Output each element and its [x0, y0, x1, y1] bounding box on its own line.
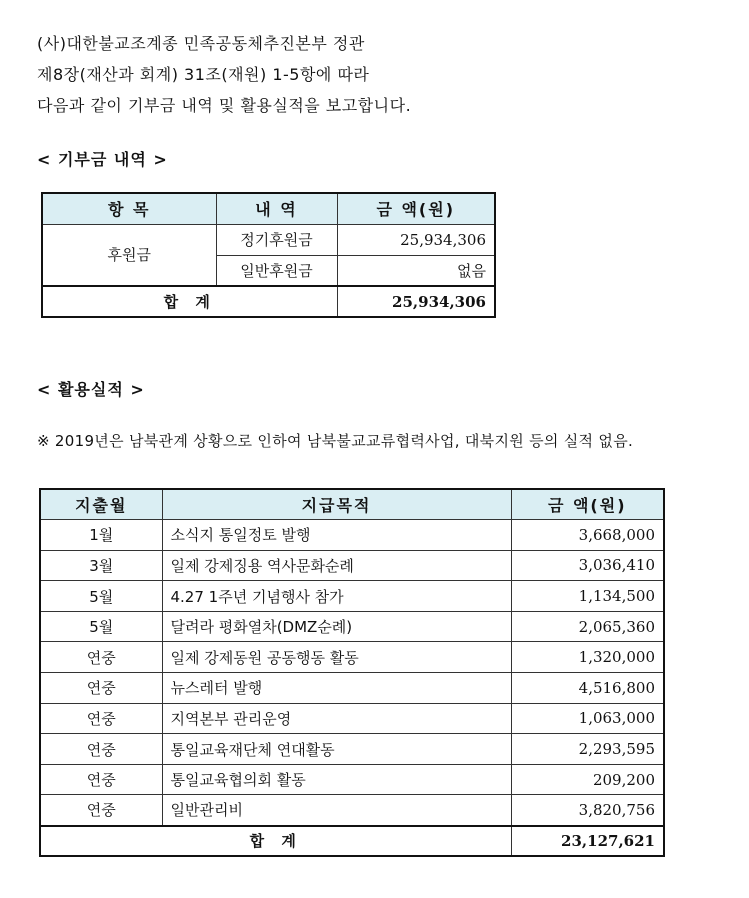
purpose-cell: 달려라 평화열차(DMZ순례)	[162, 611, 511, 642]
header-month: 지출월	[40, 489, 162, 520]
purpose-cell: 일제 강제동원 공동행동 활동	[162, 642, 511, 673]
table-header-row	[42, 193, 495, 224]
detail-cell: 일반후원금	[216, 255, 337, 286]
amount-cell: 2,065,360	[511, 611, 664, 642]
total-label: 합 계	[42, 286, 337, 317]
table-row	[40, 795, 664, 826]
amount-cell: 3,820,756	[511, 795, 664, 826]
intro-paragraph	[37, 28, 411, 121]
amount-cell: 3,668,000	[511, 520, 664, 551]
month-cell: 5월	[40, 611, 162, 642]
header-item: 항 목	[42, 193, 216, 224]
table-row	[40, 642, 664, 673]
total-amount: 23,127,621	[511, 826, 664, 857]
purpose-cell: 일제 강제징용 역사문화순례	[162, 550, 511, 581]
usage-note: ※ 2019년은 남북관계 상황으로 인하여 남북불교교류협력사업, 대북지원 등의 실적 없음.	[37, 432, 634, 450]
table-row	[40, 611, 664, 642]
amount-cell: 4,516,800	[511, 673, 664, 704]
donation-heading: < 기부금 내역 >	[37, 150, 168, 169]
amount-cell: 없음	[337, 255, 495, 286]
category-cell: 후원금	[42, 224, 216, 286]
intro-line: (사)대한불교조계종 민족공동체추진본부 정관	[37, 34, 365, 53]
table-header-row	[40, 489, 664, 520]
purpose-cell: 4.27 1주년 기념행사 참가	[162, 581, 511, 612]
donation-table	[41, 192, 496, 318]
month-cell: 5월	[40, 581, 162, 612]
intro-line: 다음과 같이 기부금 내역 및 활용실적을 보고합니다.	[37, 96, 412, 115]
table-row	[40, 581, 664, 612]
purpose-cell: 뉴스레터 발행	[162, 673, 511, 704]
month-cell: 1월	[40, 520, 162, 551]
total-row	[40, 826, 664, 857]
usage-heading: < 활용실적 >	[37, 380, 145, 399]
usage-table	[39, 488, 665, 857]
table-row	[40, 673, 664, 704]
usage-table-body	[40, 520, 664, 826]
purpose-cell: 통일교육재단체 연대활동	[162, 734, 511, 765]
total-row	[42, 286, 495, 317]
table-row	[40, 734, 664, 765]
purpose-cell: 일반관리비	[162, 795, 511, 826]
amount-cell: 1,134,500	[511, 581, 664, 612]
month-cell: 연중	[40, 642, 162, 673]
amount-cell: 209,200	[511, 764, 664, 795]
header-detail: 내 역	[216, 193, 337, 224]
table-row	[40, 764, 664, 795]
header-amount: 금 액(원)	[511, 489, 664, 520]
month-cell: 3월	[40, 550, 162, 581]
purpose-cell: 소식지 통일정토 발행	[162, 520, 511, 551]
month-cell: 연중	[40, 734, 162, 765]
amount-cell: 2,293,595	[511, 734, 664, 765]
month-cell: 연중	[40, 795, 162, 826]
intro-line: 제8장(재산과 회계) 31조(재원) 1-5항에 따라	[37, 65, 370, 84]
table-row	[42, 224, 495, 255]
table-row	[40, 550, 664, 581]
amount-cell: 25,934,306	[337, 224, 495, 255]
table-row	[40, 703, 664, 734]
month-cell: 연중	[40, 673, 162, 704]
amount-cell: 3,036,410	[511, 550, 664, 581]
purpose-cell: 통일교육협의회 활동	[162, 764, 511, 795]
table-row	[40, 520, 664, 551]
month-cell: 연중	[40, 703, 162, 734]
total-label: 합 계	[40, 826, 511, 857]
amount-cell: 1,063,000	[511, 703, 664, 734]
header-amount: 금 액(원)	[337, 193, 495, 224]
amount-cell: 1,320,000	[511, 642, 664, 673]
detail-cell: 정기후원금	[216, 224, 337, 255]
total-amount: 25,934,306	[337, 286, 495, 317]
purpose-cell: 지역본부 관리운영	[162, 703, 511, 734]
header-purpose: 지급목적	[162, 489, 511, 520]
month-cell: 연중	[40, 764, 162, 795]
